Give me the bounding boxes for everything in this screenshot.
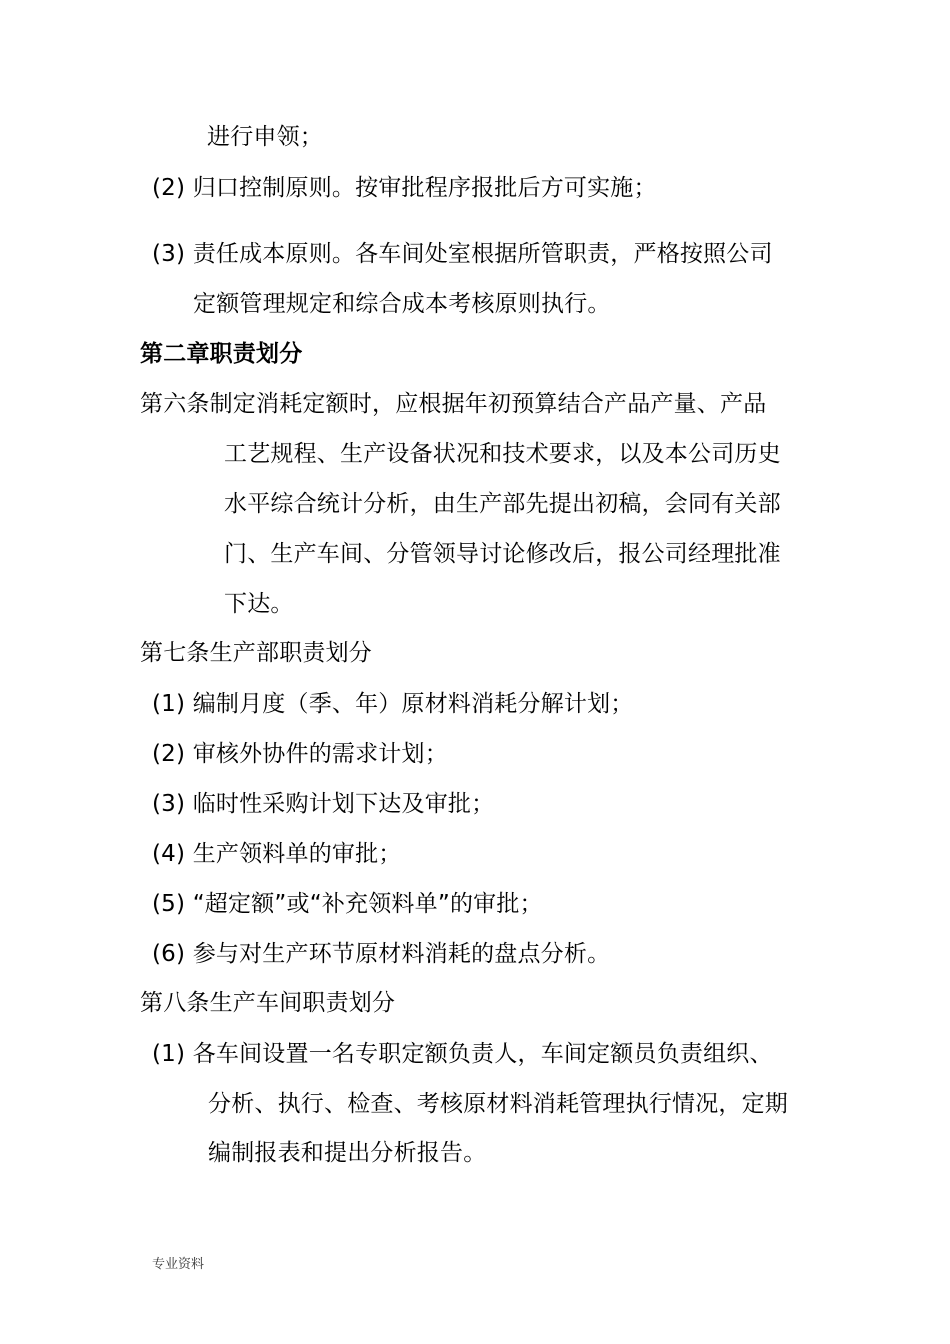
text-line: 工艺规程、生产设备状况和技术要求，以及本公司历史 [224, 441, 781, 467]
text-line: 下达。 [224, 591, 294, 617]
list-item: (1) 各车间设置一名专职定额负责人，车间定额员负责组织、 [152, 1041, 773, 1067]
list-item: (3) 临时性采购计划下达及审批； [152, 791, 495, 817]
text-line: (2) 归口控制原则。按审批程序报批后方可实施； [152, 175, 657, 201]
text-line: 定额管理规定和综合成本考核原则执行。 [193, 291, 611, 317]
page-footer: 专业资料 [152, 1257, 205, 1272]
article-line: 第七条生产部职责划分 [140, 640, 372, 666]
text-line: (3) 责任成本原则。各车间处室根据所管职责，严格按照公司 [152, 241, 773, 267]
list-item: (6) 参与对生产环节原材料消耗的盘点分析。 [152, 941, 611, 967]
list-item: (1) 编制月度（季、年）原材料消耗分解计划； [152, 691, 634, 717]
text-line: 门、生产车间、分管领导讨论修改后，报公司经理批准 [224, 541, 781, 567]
text-line: 编制报表和提出分析报告。 [208, 1140, 487, 1166]
text-line: 进行申领； [207, 124, 323, 150]
text-line: 水平综合统计分析，由生产部先提出初稿，会同有关部 [224, 491, 781, 517]
list-item: (4) 生产领料单的审批； [152, 841, 402, 867]
article-line: 第六条制定消耗定额时，应根据年初预算结合产品产量、产品 [140, 391, 767, 417]
text-line: 分析、执行、检查、考核原材料消耗管理执行情况，定期 [208, 1091, 788, 1117]
list-item: (5) “超定额”或“补充领料单”的审批； [152, 891, 543, 917]
article-line: 第八条生产车间职责划分 [140, 990, 396, 1016]
chapter-heading: 第二章职责划分 [140, 341, 303, 367]
list-item: (2) 审核外协件的需求计划； [152, 741, 448, 767]
